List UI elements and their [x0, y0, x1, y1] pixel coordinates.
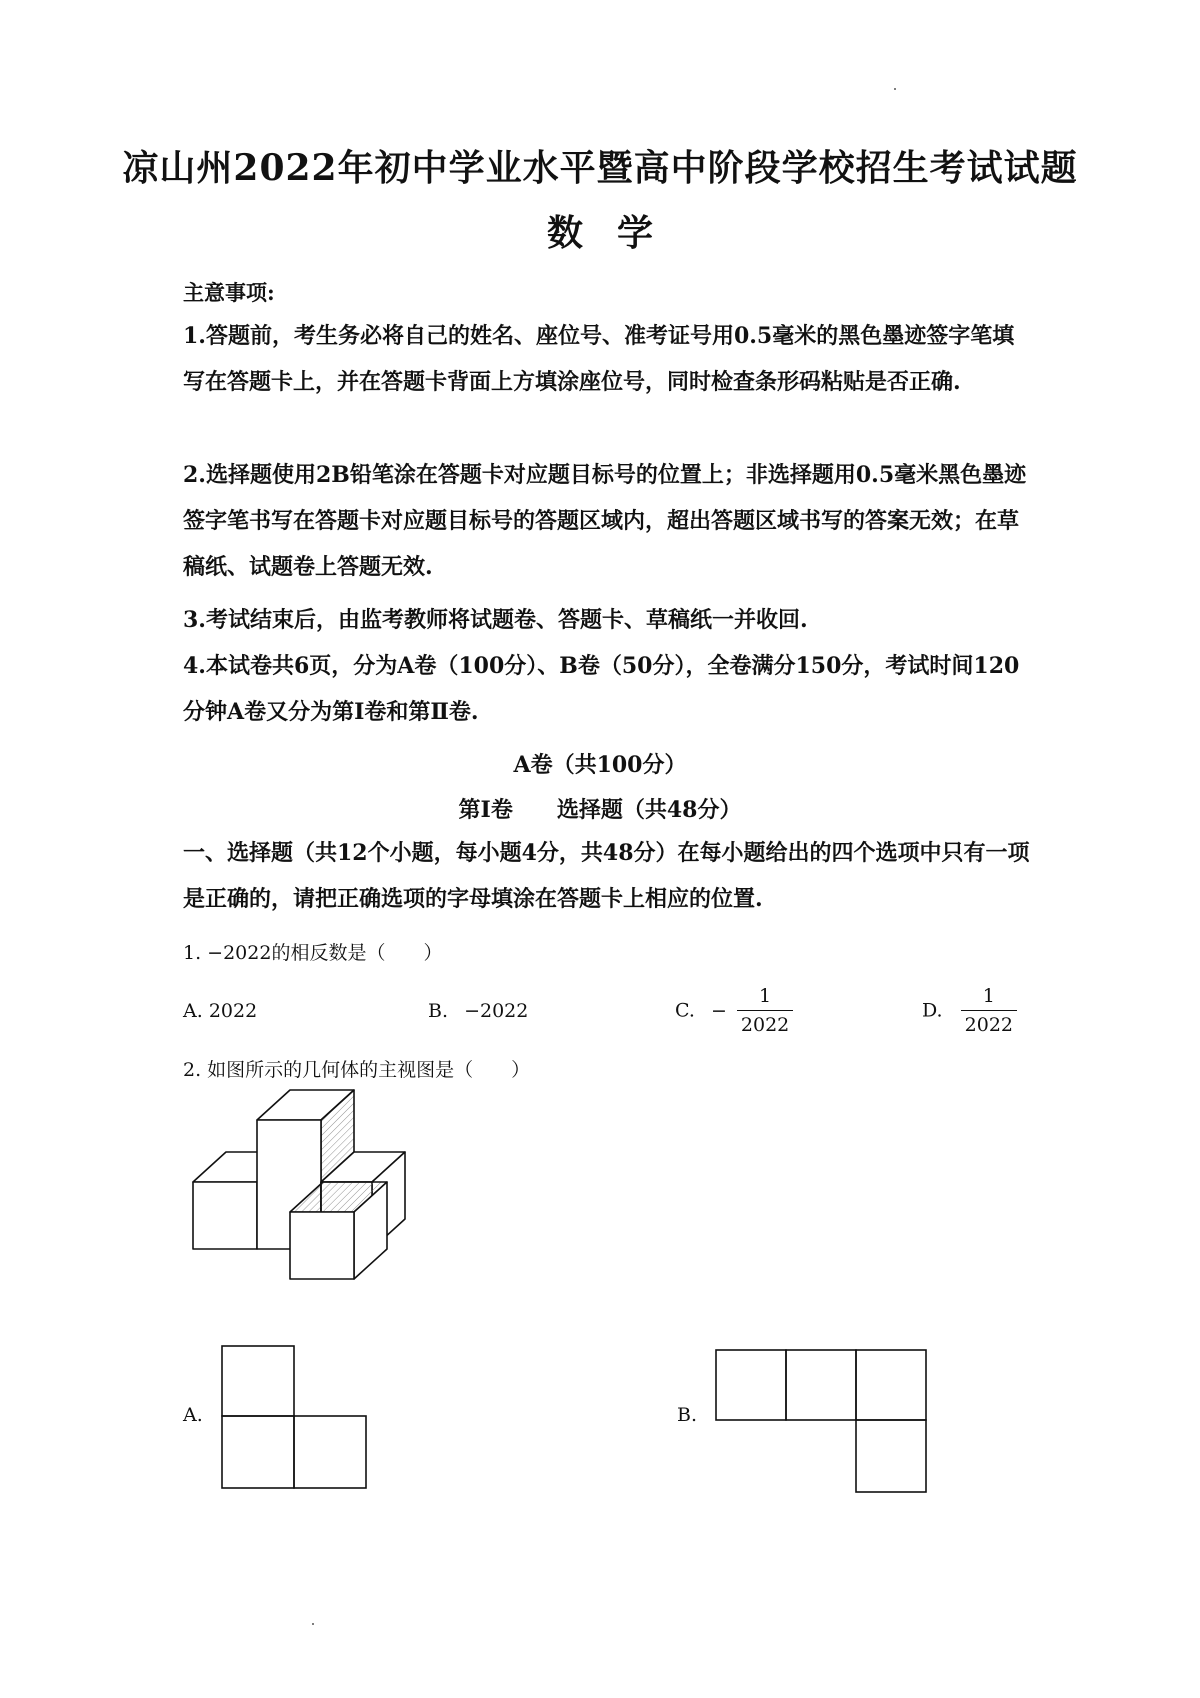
- option-label: B.: [428, 1000, 449, 1022]
- notice-rule-4: 4.本试卷共6页，分为A卷（100分）、B卷（50分），全卷满分150分，考试时间120分钟A卷又分为第Ⅰ卷和第Ⅱ卷.: [183, 653, 1020, 725]
- fraction-sign: −: [710, 999, 727, 1022]
- fraction-numerator: 1: [759, 985, 772, 1007]
- part-a-heading: A卷（共100分）: [513, 752, 687, 778]
- scan-speck: [312, 1623, 314, 1625]
- view-square: [716, 1350, 786, 1420]
- scan-speck: [894, 88, 896, 90]
- view-square: [856, 1420, 926, 1492]
- option-value: −2022: [464, 1000, 529, 1022]
- volume-1-heading: 第Ⅰ卷 选择题（共48分）: [458, 797, 742, 823]
- option-value: 2022: [208, 1000, 258, 1022]
- question-2-stem: 2. 如图所示的几何体的主视图是（ ）: [183, 1059, 531, 1081]
- notice-heading: 主意事项:: [183, 280, 275, 305]
- fraction-numerator: 1: [982, 985, 995, 1007]
- notice-rule-2: 2.选择题使用2B铅笔涂在答题卡对应题目标号的位置上；非选择题用0.5毫米黑色墨迹签字笔书写在答题卡对应题目标号的答题区域内，超出答题区域书写的答案无效；在草稿纸、试题卷上答题无效.: [183, 462, 1027, 580]
- option-label: A.: [183, 1000, 203, 1022]
- question-1-stem: 1. −2022的相反数是（ ）: [183, 942, 443, 964]
- question-2-option-a-label: A.: [183, 1404, 203, 1426]
- fraction-denominator: 2022: [961, 1010, 1017, 1036]
- view-square: [856, 1350, 926, 1420]
- fraction-denominator: 2022: [737, 1010, 793, 1036]
- exam-title: 凉山州2022年初中学业水平暨高中阶段学校招生考试试题: [122, 147, 1078, 189]
- section-1-instructions: 一、选择题（共12个小题，每小题4分，共48分）在每小题给出的四个选项中只有一项是正确的，请把正确选项的字母填涂在答题卡上相应的位置.: [183, 840, 1030, 912]
- option-label: C.: [675, 999, 695, 1022]
- subject-title: 数学: [546, 212, 687, 254]
- question-2-option-b-label: B.: [677, 1404, 698, 1426]
- view-square: [786, 1350, 856, 1420]
- option-label: D.: [922, 999, 943, 1022]
- notice-rule-1: 1.答题前，考生务必将自己的姓名、座位号、准考证号用0.5毫米的黑色墨迹签字笔填写在答题卡上，并在答题卡背面上方填涂座位号，同时检查条形码粘贴是否正确.: [183, 323, 1015, 395]
- notice-rule-3: 3.考试结束后，由监考教师将试题卷、答题卡、草稿纸一并收回.: [183, 607, 808, 633]
